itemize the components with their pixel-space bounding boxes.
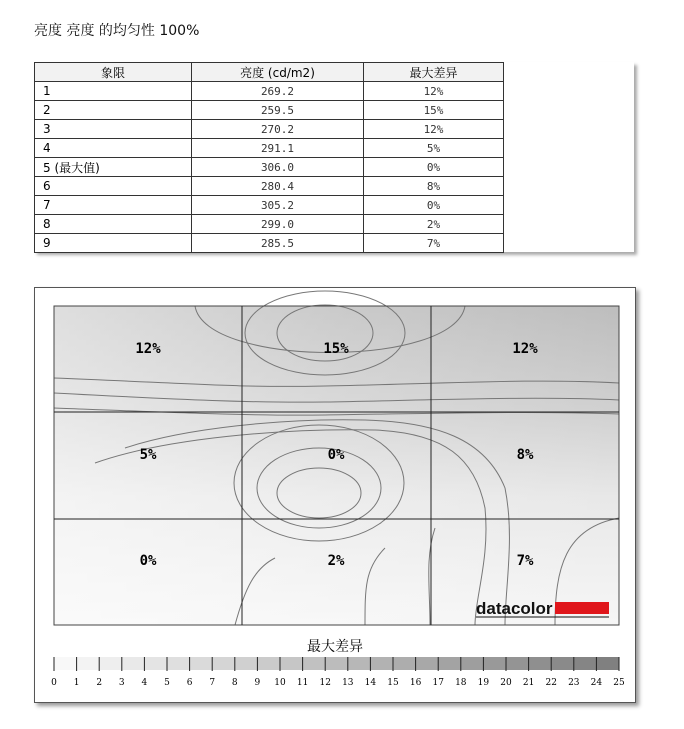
heatmap-cell-label: 5%	[139, 447, 157, 463]
max-diff-cell: 5%	[364, 139, 504, 158]
table-row	[35, 158, 504, 177]
heatmap-cell-label: 0%	[139, 553, 157, 569]
legend-tick-label: 4	[141, 678, 148, 688]
legend-swatch	[393, 657, 416, 670]
header-luminance: 亮度 (cd/m2)	[192, 63, 364, 82]
legend-swatch	[144, 657, 167, 670]
luminance-cell: 280.4	[192, 177, 364, 196]
quadrant-cell: 8	[35, 215, 192, 234]
legend-tick-label: 18	[455, 678, 467, 688]
legend-swatch	[325, 657, 348, 670]
legend-swatch	[416, 657, 439, 670]
table-row	[35, 177, 504, 196]
heatmap-cell-label: 12%	[512, 341, 538, 357]
legend-tick-label: 24	[590, 678, 603, 688]
max-diff-cell: 2%	[364, 215, 504, 234]
heatmap-cell-label: 2%	[327, 553, 345, 569]
legend-swatch	[280, 657, 303, 670]
legend-swatch	[167, 657, 190, 670]
luminance-table	[34, 62, 504, 253]
table-row	[35, 120, 504, 139]
uniformity-heatmap-panel	[34, 287, 636, 703]
legend-tick-label: 11	[296, 678, 309, 688]
luminance-cell: 259.5	[192, 101, 364, 120]
max-diff-cell: 15%	[364, 101, 504, 120]
legend-tick-label: 20	[500, 678, 512, 688]
legend-tick-label: 5	[164, 678, 170, 688]
legend-swatch	[461, 657, 484, 670]
legend-tick-label: 19	[477, 678, 490, 688]
legend-swatch	[506, 657, 529, 670]
table-row	[35, 196, 504, 215]
legend-swatch	[483, 657, 506, 670]
legend-tick-label: 8	[231, 678, 238, 688]
max-diff-cell: 12%	[364, 120, 504, 139]
legend-swatch	[54, 657, 77, 670]
legend-swatch	[235, 657, 258, 670]
legend-tick-label: 9	[254, 678, 261, 688]
heatmap-cell-label: 15%	[323, 341, 349, 357]
legend-swatch	[212, 657, 235, 670]
legend-tick-label: 15	[387, 678, 399, 688]
legend-tick-label: 13	[342, 678, 354, 688]
legend-tick-label: 2	[96, 678, 103, 688]
legend-tick-label: 22	[545, 678, 557, 688]
heatmap-cell-label: 0%	[327, 447, 345, 463]
max-diff-cell: 8%	[364, 177, 504, 196]
legend-swatch	[370, 657, 393, 670]
legend-swatch	[574, 657, 597, 670]
quadrant-cell: 5 (最大值)	[35, 158, 192, 177]
table-row	[35, 215, 504, 234]
legend-tick-label: 25	[613, 678, 625, 688]
legend-swatch	[438, 657, 461, 670]
luminance-cell: 270.2	[192, 120, 364, 139]
quadrant-cell: 4	[35, 139, 192, 158]
luminance-cell: 299.0	[192, 215, 364, 234]
header-quadrant: 象限	[35, 63, 192, 82]
legend-swatch	[122, 657, 145, 670]
legend-tick-label: 17	[432, 678, 444, 688]
legend-tick-label: 7	[209, 678, 216, 688]
luminance-cell: 305.2	[192, 196, 364, 215]
table-row	[35, 234, 504, 253]
legend-swatch	[257, 657, 280, 670]
legend-swatch	[99, 657, 122, 670]
max-diff-cell: 12%	[364, 82, 504, 101]
luminance-cell: 285.5	[192, 234, 364, 253]
heatmap-cell-label: 12%	[135, 341, 161, 357]
table-row	[35, 101, 504, 120]
legend-tick-label: 23	[568, 678, 580, 688]
luminance-cell: 306.0	[192, 158, 364, 177]
legend-swatch	[551, 657, 574, 670]
legend-tick-label: 0	[51, 678, 57, 688]
legend-swatch	[348, 657, 371, 670]
header-max-diff: 最大差异	[364, 63, 504, 82]
heatmap-cell-label: 8%	[516, 447, 534, 463]
legend-tick-label: 16	[409, 678, 422, 688]
legend-title: 最大差异	[307, 639, 363, 655]
page-title: 亮度 亮度 的均匀性 100%	[34, 23, 200, 39]
luminance-cell: 269.2	[192, 82, 364, 101]
table-row	[35, 82, 504, 101]
legend-swatch	[596, 657, 619, 670]
legend-tick-label: 12	[319, 678, 331, 688]
legend-tick-label: 14	[364, 678, 377, 688]
quadrant-cell: 3	[35, 120, 192, 139]
quadrant-cell: 6	[35, 177, 192, 196]
legend-tick-label: 3	[118, 678, 125, 688]
quadrant-cell: 9	[35, 234, 192, 253]
legend-swatch	[77, 657, 100, 670]
max-diff-cell: 0%	[364, 158, 504, 177]
max-diff-cell: 0%	[364, 196, 504, 215]
table-row	[35, 139, 504, 158]
legend-tick-label: 21	[522, 678, 535, 688]
max-diff-cell: 7%	[364, 234, 504, 253]
luminance-cell: 291.1	[192, 139, 364, 158]
heatmap-cell-label: 7%	[516, 553, 534, 569]
legend-swatch	[190, 657, 213, 670]
legend-tick-label: 6	[186, 678, 193, 688]
legend-tick-label: 10	[274, 678, 286, 688]
quadrant-cell: 1	[35, 82, 192, 101]
legend-tick-label: 1	[73, 678, 80, 688]
legend-swatch	[303, 657, 326, 670]
luminance-table-container	[34, 62, 634, 252]
legend-swatch	[529, 657, 552, 670]
quadrant-cell: 7	[35, 196, 192, 215]
quadrant-cell: 2	[35, 101, 192, 120]
datacolor-logo-text: datacolor	[476, 599, 553, 618]
